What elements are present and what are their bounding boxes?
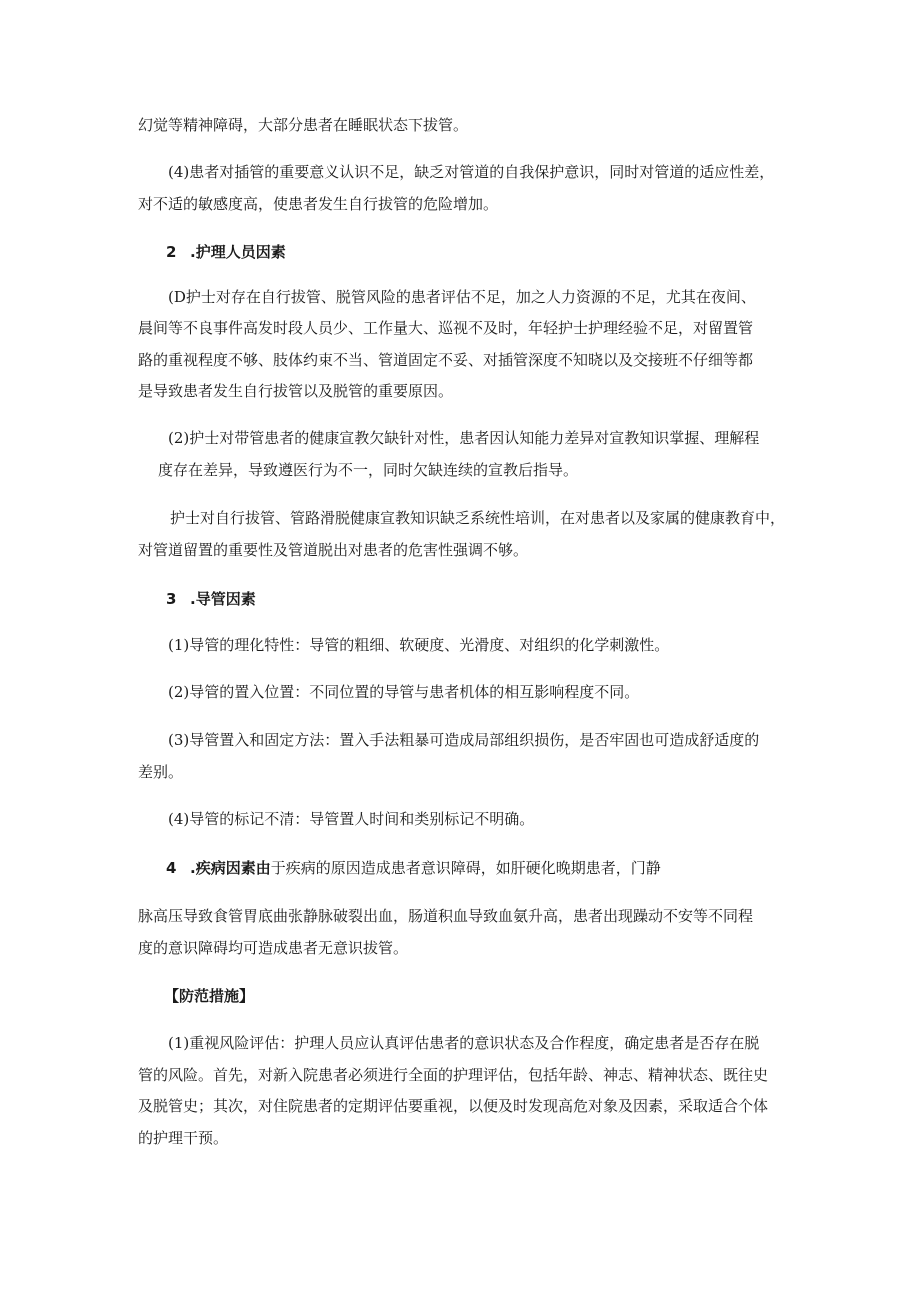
paragraph-line: 幻觉等精神障碍，大部分患者在睡眠状态下拔管。: [138, 116, 469, 134]
paragraph-line: 对不适的敏感度高，使患者发生自行拔管的危险增加。: [138, 195, 499, 213]
section-heading-3: [166, 589, 256, 609]
section-heading-2: [166, 242, 286, 262]
heading-number: 3: [166, 590, 177, 608]
paragraph-line: 及脱管史；其次，对住院患者的定期评估要重视，以便及时发现高危对象及因素，采取适合个体: [138, 1097, 769, 1115]
heading-number: 2: [166, 243, 177, 261]
section-heading-prevention: 【防范措施】: [164, 987, 255, 1005]
paragraph-line: 的护理干预。: [138, 1129, 229, 1147]
heading-title: .疾病因素由: [190, 859, 271, 877]
paragraph-line: 护士对自行拔管、管路滑脱健康宣教知识缺乏系统性培训，在对患者以及家属的健康教育中，: [170, 509, 786, 527]
paragraph-line: (1)导管的理化特性：导管的粗细、软硬度、光滑度、对组织的化学刺激性。: [168, 636, 670, 654]
paragraph-line: 度存在差异，导致遵医行为不一，同时欠缺连续的宣教后指导。: [158, 461, 579, 479]
paragraph-line: 晨间等不良事件高发时段人员少、工作量大、巡视不及时，年轻护士护理经验不足，对留置管: [138, 319, 754, 337]
section-heading-4: [166, 858, 661, 878]
paragraph-line: (4)患者对插管的重要意义认识不足，缺乏对管道的自我保护意识，同时对管道的适应性差，: [168, 163, 775, 181]
heading-title: .护理人员因素: [190, 243, 286, 261]
paragraph-line: (3)导管置入和固定方法：置入手法粗暴可造成局部组织损伤，是否牢固也可造成舒适度的: [168, 731, 760, 749]
paragraph-line: 管的风险。首先，对新入院患者必须进行全面的护理评估，包括年龄、神志、精神状态、既往史: [138, 1066, 769, 1084]
paragraph-line: (2)导管的置入位置：不同位置的导管与患者机体的相互影响程度不同。: [168, 683, 640, 701]
paragraph-line: 路的重视程度不够、肢体约束不当、管道固定不妥、对插管深度不知晓以及交接班不仔细等都: [138, 351, 754, 369]
paragraph-line: (4)导管的标记不清：导管置人时间和类别标记不明确。: [168, 810, 535, 828]
paragraph-line: 度的意识障碍均可造成患者无意识拔管。: [138, 939, 409, 957]
heading-title: .导管因素: [190, 590, 256, 608]
heading-number: 4: [166, 859, 177, 877]
paragraph-line: 脉高压导致食管胃底曲张静脉破裂出血，肠道积血导致血氨升高，患者出现躁动不安等不同程: [138, 907, 754, 925]
paragraph-line: 差别。: [138, 763, 184, 781]
paragraph-line: (1)重视风险评估：护理人员应认真评估患者的意识状态及合作程度，确定患者是否存在脱: [168, 1034, 760, 1052]
paragraph-line: 对管道留置的重要性及管道脱出对患者的危害性强调不够。: [138, 541, 529, 559]
paragraph-line: (2)护士对带管患者的健康宣教欠缺针对性，患者因认知能力差异对宣教知识掌握、理解程: [168, 429, 760, 447]
paragraph-line: 是导致患者发生自行拔管以及脱管的重要原因。: [138, 382, 454, 400]
heading-continuation: 于疾病的原因造成患者意识障碍，如肝硬化晚期患者，门静: [270, 859, 661, 877]
paragraph-line: (D护士对存在自行拔管、脱管风险的患者评估不足，加之人力资源的不足，尤其在夜间、: [168, 288, 756, 306]
